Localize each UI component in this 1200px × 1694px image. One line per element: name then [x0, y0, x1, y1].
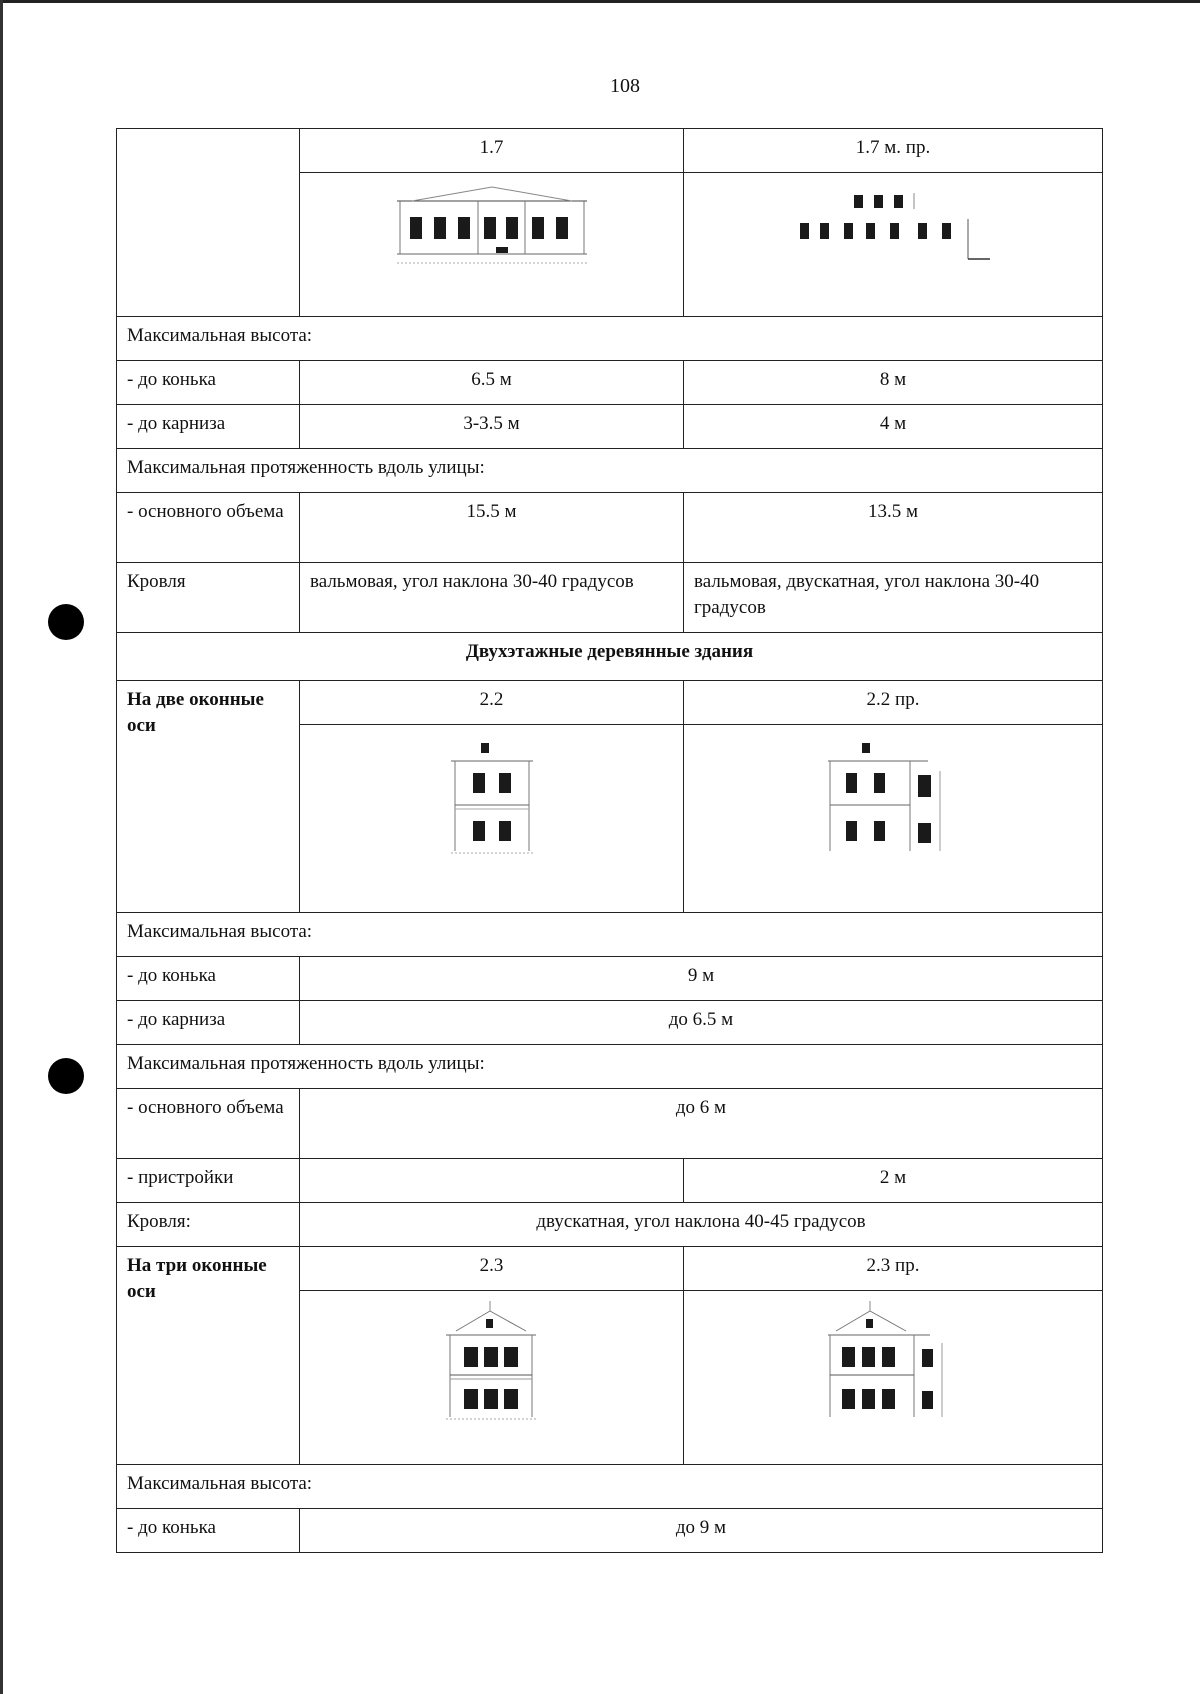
- facade-1-7-extension-drawing: [788, 179, 998, 269]
- type-label: 2.2 пр.: [684, 681, 1103, 725]
- roof-value: вальмовая, угол наклона 30-40 градусов: [300, 563, 684, 633]
- two-axes-label: На две оконные оси: [117, 681, 300, 913]
- facade-drawing-cell: [684, 173, 1103, 317]
- max-height-heading: Максимальная высота:: [117, 1465, 1103, 1509]
- ridge-label: - до конька: [117, 1509, 300, 1553]
- facade-drawing-cell: [684, 725, 1103, 913]
- roof-label: Кровля: [117, 563, 300, 633]
- type-label: 1.7: [300, 129, 684, 173]
- page-number: 108: [610, 75, 640, 97]
- ridge-label: - до конька: [117, 361, 300, 405]
- ridge-value: 8 м: [684, 361, 1103, 405]
- roof-value: двускатная, угол наклона 40-45 градусов: [300, 1203, 1103, 1247]
- facade-2-3-drawing: [432, 1297, 552, 1427]
- punch-hole-bottom: [48, 1058, 84, 1094]
- extension-value: 2 м: [684, 1159, 1103, 1203]
- cornice-label: - до карниза: [117, 1001, 300, 1045]
- main-volume-label: - основного объема: [117, 1089, 300, 1159]
- facade-1-7-drawing: [392, 179, 592, 269]
- facade-2-2-extension-drawing: [818, 731, 968, 861]
- main-volume-label: - основного объема: [117, 493, 300, 563]
- cornice-value: 4 м: [684, 405, 1103, 449]
- cornice-value: до 6.5 м: [300, 1001, 1103, 1045]
- ridge-value: 9 м: [300, 957, 1103, 1001]
- empty-cell: [300, 1159, 684, 1203]
- facade-drawing-cell: [300, 173, 684, 317]
- empty-label-cell: [117, 129, 300, 317]
- section-title: Двухэтажные деревянные здания: [117, 633, 1103, 681]
- type-label: 1.7 м. пр.: [684, 129, 1103, 173]
- max-height-heading: Максимальная высота:: [117, 913, 1103, 957]
- type-label: 2.3: [300, 1247, 684, 1291]
- max-length-heading: Максимальная протяженность вдоль улицы:: [117, 449, 1103, 493]
- facade-drawing-cell: [300, 1291, 684, 1465]
- main-volume-value: 15.5 м: [300, 493, 684, 563]
- extension-label: - пристройки: [117, 1159, 300, 1203]
- roof-value: вальмовая, двускатная, угол наклона 30-40 градусов: [684, 563, 1103, 633]
- type-label: 2.3 пр.: [684, 1247, 1103, 1291]
- ridge-value: 6.5 м: [300, 361, 684, 405]
- facade-2-2-drawing: [437, 731, 547, 861]
- three-axes-label: На три оконные оси: [117, 1247, 300, 1465]
- max-height-heading: Максимальная высота:: [117, 317, 1103, 361]
- ridge-label: - до конька: [117, 957, 300, 1001]
- punch-hole-top: [48, 604, 84, 640]
- type-label: 2.2: [300, 681, 684, 725]
- scan-border-left: [0, 0, 3, 1694]
- facade-drawing-cell: [300, 725, 684, 913]
- building-parameters-table: [116, 128, 1103, 1553]
- main-volume-value: 13.5 м: [684, 493, 1103, 563]
- cornice-label: - до карниза: [117, 405, 300, 449]
- facade-2-3-extension-drawing: [818, 1297, 968, 1427]
- facade-drawing-cell: [684, 1291, 1103, 1465]
- main-volume-value: до 6 м: [300, 1089, 1103, 1159]
- scan-border-top: [0, 0, 1200, 3]
- cornice-value: 3-3.5 м: [300, 405, 684, 449]
- ridge-value: до 9 м: [300, 1509, 1103, 1553]
- roof-label: Кровля:: [117, 1203, 300, 1247]
- max-length-heading: Максимальная протяженность вдоль улицы:: [117, 1045, 1103, 1089]
